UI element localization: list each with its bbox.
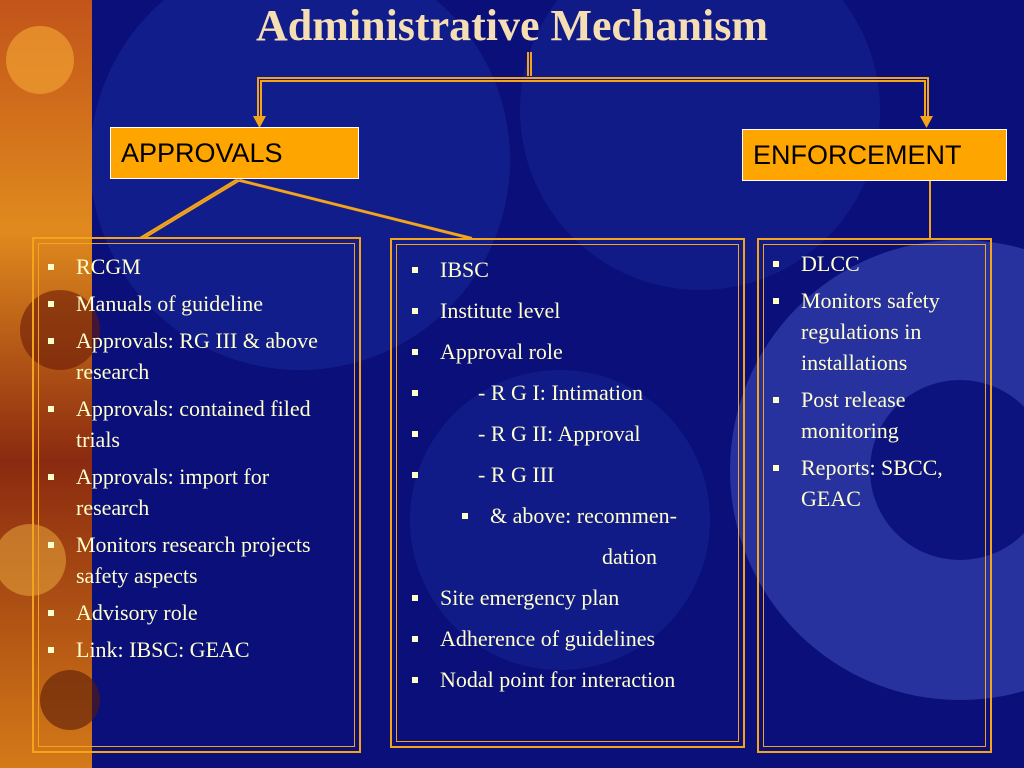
enforcement-box: ENFORCEMENT <box>742 129 1007 181</box>
list-item: - R G I: Intimation <box>406 377 736 408</box>
approvals-rcgm-panel <box>32 237 361 753</box>
list-item: Reports: SBCC, GEAC <box>767 452 982 514</box>
list-item: Institute level <box>406 295 736 326</box>
list-item: Approvals: contained filed trials <box>42 393 342 455</box>
list-item: Link: IBSC: GEAC <box>42 634 342 665</box>
approvals-ibsc-panel <box>390 238 745 748</box>
page-title: Administrative Mechanism <box>255 1 769 50</box>
list-item: Monitors research projects safety aspects <box>42 529 342 591</box>
list-item: Approvals: RG III & above research <box>42 325 342 387</box>
approvals-box: APPROVALS <box>110 127 359 179</box>
list-item: - R G II: Approval <box>406 418 736 449</box>
list-item: DLCC <box>767 248 982 279</box>
list-item: Nodal point for interaction <box>406 664 736 695</box>
list-item-continuation: dation <box>602 544 657 569</box>
dlcc-list <box>767 248 982 520</box>
list-item: Manuals of guideline <box>42 288 342 319</box>
list-item: Site emergency plan <box>406 582 736 613</box>
list-item: RCGM <box>42 251 342 282</box>
rcgm-list <box>42 251 342 671</box>
list-item: Monitors safety regulations in installations <box>767 285 982 378</box>
enforcement-dlcc-panel <box>757 238 992 753</box>
list-item: Approvals: import for research <box>42 461 342 523</box>
list-item: - R G III <box>406 459 736 490</box>
list-item: Advisory role <box>42 597 342 628</box>
list-item: Post release monitoring <box>767 384 982 446</box>
list-item: IBSC <box>406 254 736 285</box>
list-item: & above: recommen- <box>406 500 736 531</box>
list-item: Adherence of guidelines <box>406 623 736 654</box>
list-item: Approval role <box>406 336 736 367</box>
ibsc-list <box>406 254 736 705</box>
